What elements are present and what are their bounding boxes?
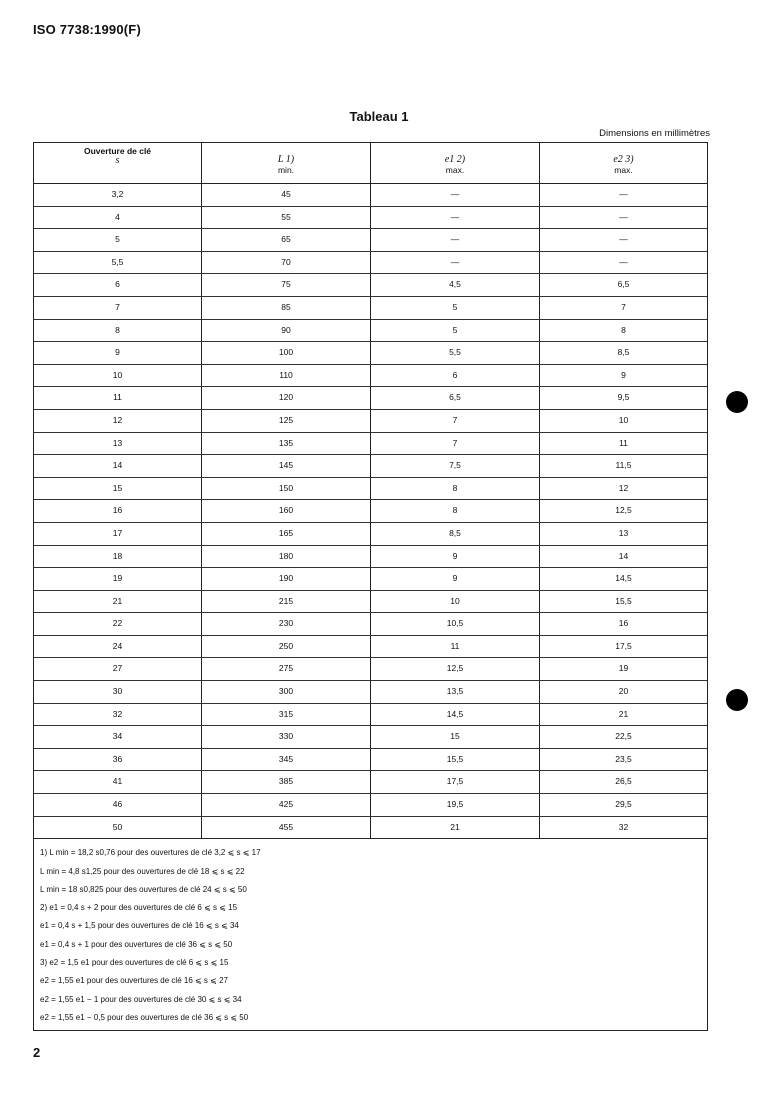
footnote-line: 1) L min = 18,2 s0,76 pour des ouvertures de clé 3,2 ⩽ s ⩽ 17: [40, 848, 261, 858]
table-cell: 5,5: [34, 252, 202, 274]
table-cell: 90: [202, 320, 371, 342]
table-cell: 12: [618, 482, 629, 493]
table-cell: 14,5: [615, 573, 632, 584]
header-col2-sub: min.: [277, 165, 295, 175]
table-cell: 22: [34, 613, 202, 635]
table-cell: 125: [202, 410, 371, 432]
table-cell: 5: [34, 229, 202, 251]
table-row: [34, 591, 707, 614]
table-cell: 22,5: [615, 731, 632, 742]
table-cell: 330: [202, 726, 371, 748]
table-row: [34, 184, 707, 207]
table-cell: 7: [34, 297, 202, 319]
table-title: Tableau 1: [349, 109, 409, 124]
table-cell: 5: [371, 297, 540, 319]
table-row: [34, 749, 707, 772]
table-cell: 10: [371, 591, 540, 613]
table-cell: 12,5: [371, 658, 540, 680]
footnote-line: e1 = 0,4 s + 1,5 pour des ouvertures de clé 16 ⩽ s ⩽ 34: [40, 921, 239, 931]
table-row: [34, 500, 707, 523]
table-cell: 7: [371, 433, 540, 455]
table-row: [34, 207, 707, 230]
table-cell: 8: [371, 500, 540, 522]
table-cell: 29,5: [615, 799, 632, 810]
table-cell: 345: [202, 749, 371, 771]
table-row: [34, 726, 707, 749]
table-row: [34, 704, 707, 727]
table-cell: 5,5: [371, 342, 540, 364]
table-cell: 8: [371, 478, 540, 500]
table-row: [34, 387, 707, 410]
table-cell: 19: [618, 663, 629, 674]
table-row: [34, 410, 707, 433]
table-cell: 9: [621, 369, 626, 380]
table-row: [34, 252, 707, 275]
table-cell: 16: [618, 618, 629, 629]
table-cell: 85: [202, 297, 371, 319]
footnote-line: 3) e2 = 1,5 e1 pour des ouvertures de clé 6 ⩽ s ⩽ 15: [40, 958, 229, 967]
table-cell: 8: [621, 324, 626, 335]
table-row: [34, 274, 707, 297]
dimensions-table: [33, 142, 708, 1031]
header-col4-symbol: e2 3): [613, 154, 634, 165]
table-cell: 27: [34, 658, 202, 680]
table-cell: 4,5: [371, 274, 540, 296]
footnote-line: e1 = 0,4 s + 1 pour des ouvertures de clé 36 ⩽ s ⩽ 50: [40, 939, 233, 949]
table-cell: 100: [202, 342, 371, 364]
table-row: [34, 568, 707, 591]
table-cell: 160: [202, 500, 371, 522]
table-cell: 300: [202, 681, 371, 703]
table-cell: 250: [202, 636, 371, 658]
table-cell: 32: [34, 704, 202, 726]
header-col2-symbol: L 1): [277, 154, 295, 165]
table-row: [34, 658, 707, 681]
table-cell: 230: [202, 613, 371, 635]
table-cell: 12,5: [615, 505, 632, 516]
header-col3-sub: max.: [445, 165, 465, 175]
table-cell: 75: [202, 274, 371, 296]
header-col1-label: Ouverture de clé: [83, 146, 152, 156]
table-cell: 17,5: [371, 771, 540, 793]
table-cell: 6: [34, 274, 202, 296]
footnote-line: e2 = 1,55 e1 − 0,5 pour des ouvertures de clé 36 ⩽ s ⩽ 50: [40, 1012, 249, 1022]
table-cell: —: [619, 256, 628, 267]
table-cell: 21: [34, 591, 202, 613]
table-cell: 45: [202, 184, 371, 206]
table-cell: —: [371, 184, 540, 206]
table-row: [34, 794, 707, 817]
table-cell: 8: [34, 320, 202, 342]
table-cell: —: [619, 234, 628, 245]
table-cell: 6,5: [617, 279, 630, 290]
table-cell: 19: [34, 568, 202, 590]
table-cell: 3,2: [34, 184, 202, 206]
table-cell: 23,5: [615, 753, 632, 764]
table-cell: 455: [202, 817, 371, 839]
table-row: [34, 523, 707, 546]
footnote-line: 2) e1 = 0,4 s + 2 pour des ouvertures de clé 6 ⩽ s ⩽ 15: [40, 903, 238, 913]
header-col3-symbol: e1 2): [444, 154, 466, 165]
table-cell: 15,5: [615, 595, 632, 606]
footnote-line: L min = 18 s0,825 pour des ouvertures de clé 24 ⩽ s ⩽ 50: [40, 884, 247, 894]
table-cell: 17,5: [615, 640, 632, 651]
table-cell: 9: [371, 568, 540, 590]
header-length: [202, 143, 371, 183]
table-cell: 34: [34, 726, 202, 748]
table-cell: 4: [34, 207, 202, 229]
table-row: [34, 771, 707, 794]
table-cell: 120: [202, 387, 371, 409]
table-cell: 46: [34, 794, 202, 816]
table-row: [34, 320, 707, 343]
table-body: [34, 184, 707, 839]
table-row: [34, 365, 707, 388]
table-cell: 8,5: [617, 347, 630, 358]
table-cell: 145: [202, 455, 371, 477]
table-cell: 14: [618, 550, 629, 561]
table-cell: 13: [34, 433, 202, 455]
header-e1: [371, 143, 540, 183]
table-cell: —: [619, 211, 628, 222]
table-cell: 17: [34, 523, 202, 545]
table-cell: 10: [34, 365, 202, 387]
table-row: [34, 681, 707, 704]
table-cell: 9: [371, 546, 540, 568]
table-row: [34, 636, 707, 659]
table-cell: 9,5: [617, 392, 630, 403]
table-cell: 11: [619, 437, 628, 448]
table-row: [34, 817, 707, 840]
margin-bullet-icon: [726, 391, 748, 413]
table-cell: —: [371, 207, 540, 229]
table-cell: —: [619, 189, 628, 199]
table-cell: 21: [371, 817, 540, 839]
table-row: [34, 455, 707, 478]
table-row: [34, 478, 707, 501]
table-cell: —: [371, 252, 540, 274]
table-cell: 5: [371, 320, 540, 342]
table-cell: 6,5: [371, 387, 540, 409]
table-cell: 135: [202, 433, 371, 455]
table-cell: 9: [34, 342, 202, 364]
table-cell: 24: [34, 636, 202, 658]
units-caption: Dimensions en millimètres: [599, 128, 710, 139]
margin-bullet-icon: [726, 689, 748, 711]
table-row: [34, 297, 707, 320]
table-row: [34, 433, 707, 456]
table-cell: 15,5: [371, 749, 540, 771]
table-row: [34, 342, 707, 365]
table-cell: 11: [371, 636, 540, 658]
table-cell: 385: [202, 771, 371, 793]
table-cell: 26,5: [615, 776, 632, 787]
table-cell: 36: [34, 749, 202, 771]
table-header-row: [34, 143, 707, 184]
table-cell: 13,5: [371, 681, 540, 703]
table-cell: 55: [202, 207, 371, 229]
table-cell: 11: [34, 387, 202, 409]
table-cell: 14,5: [371, 704, 540, 726]
table-cell: 21: [618, 708, 629, 719]
table-cell: 6: [371, 365, 540, 387]
table-cell: 30: [34, 681, 202, 703]
table-cell: 190: [202, 568, 371, 590]
table-cell: 7,5: [371, 455, 540, 477]
table-cell: 315: [202, 704, 371, 726]
table-cell: 7: [371, 410, 540, 432]
table-cell: 15: [34, 478, 202, 500]
table-cell: 20: [618, 686, 629, 697]
table-cell: —: [371, 229, 540, 251]
table-cell: 14: [34, 455, 202, 477]
table-cell: 165: [202, 523, 371, 545]
table-footnotes: [34, 839, 707, 1030]
table-cell: 11,5: [615, 460, 632, 471]
table-cell: 180: [202, 546, 371, 568]
table-row: [34, 613, 707, 636]
header-e2: [540, 143, 707, 183]
table-cell: 8,5: [371, 523, 540, 545]
table-cell: 7: [621, 301, 626, 312]
table-cell: 110: [202, 365, 371, 387]
table-cell: 10,5: [371, 613, 540, 635]
header-col1-symbol: s: [115, 155, 120, 166]
header-wrench-opening: [34, 143, 202, 183]
footnote-line: e2 = 1,55 e1 pour des ouvertures de clé 16 ⩽ s ⩽ 27: [40, 976, 228, 986]
table-cell: 15: [371, 726, 540, 748]
footnote-line: e2 = 1,55 e1 − 1 pour des ouvertures de clé 30 ⩽ s ⩽ 34: [40, 994, 242, 1004]
table-row: [34, 546, 707, 569]
table-cell: 150: [202, 478, 371, 500]
table-cell: 32: [618, 821, 629, 832]
table-cell: 19,5: [371, 794, 540, 816]
table-cell: 425: [202, 794, 371, 816]
page-number: 2: [33, 1045, 41, 1060]
document-header: ISO 7738:1990(F): [33, 22, 141, 37]
table-cell: 215: [202, 591, 371, 613]
table-cell: 10: [618, 414, 629, 425]
table-cell: 16: [34, 500, 202, 522]
table-cell: 50: [34, 817, 202, 839]
table-cell: 275: [202, 658, 371, 680]
table-cell: 12: [34, 410, 202, 432]
header-col4-sub: max.: [614, 165, 633, 175]
footnote-line: L min = 4,8 s1,25 pour des ouvertures de clé 18 ⩽ s ⩽ 22: [40, 866, 245, 876]
table-row: [34, 229, 707, 252]
table-cell: 70: [202, 252, 371, 274]
table-cell: 41: [34, 771, 202, 793]
table-cell: 18: [34, 546, 202, 568]
table-cell: 13: [618, 527, 629, 538]
table-cell: 65: [202, 229, 371, 251]
